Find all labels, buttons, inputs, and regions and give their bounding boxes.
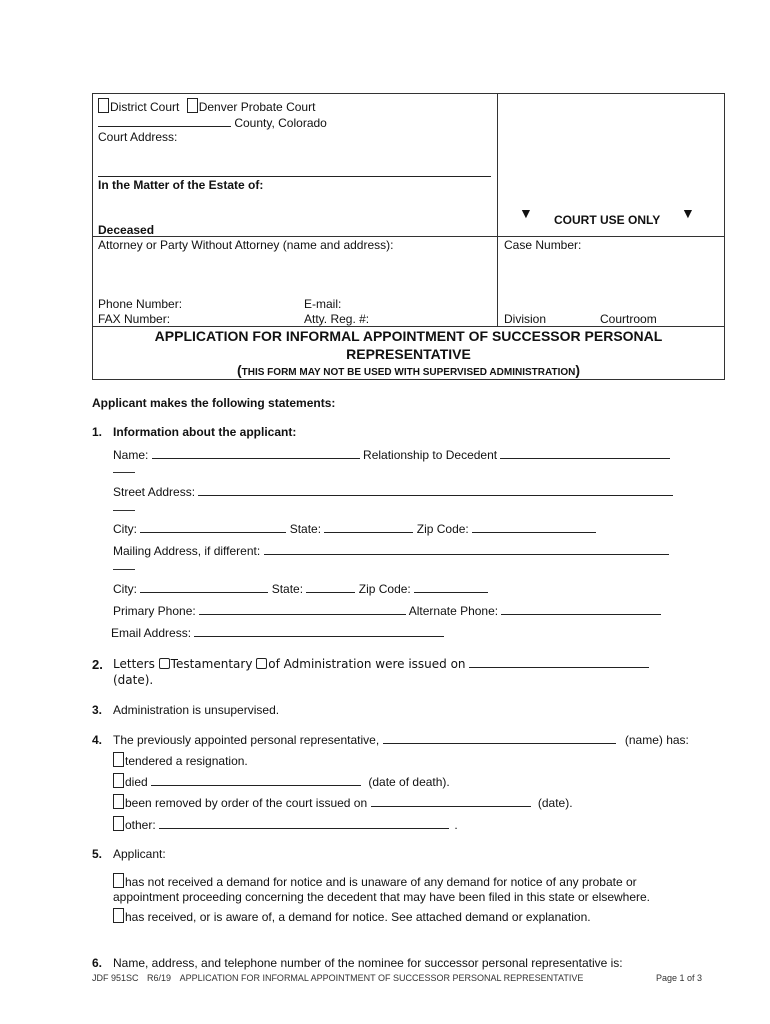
section-5-text: Applicant: [113, 847, 166, 861]
name-label: Name: [113, 448, 149, 462]
has-demand-checkbox[interactable] [113, 908, 124, 923]
footer-page: Page 1 of 3 [656, 973, 703, 983]
issued-date-field[interactable] [469, 657, 649, 668]
caption-divider-2 [92, 326, 725, 327]
alternate-phone-label: Alternate Phone: [408, 604, 499, 618]
state-field-2[interactable] [306, 582, 355, 593]
section-4-row [113, 733, 689, 747]
zip-label-2: Zip Code: [358, 582, 411, 596]
has-demand-label: has received, or is aware of, a demand for notice. See attached demand or explanation. [125, 910, 591, 924]
deceased-label: Deceased [98, 223, 155, 237]
section-2-date-label: (date). [113, 673, 154, 687]
city-label-2: City: [113, 582, 137, 596]
previous-rep-name-field[interactable] [383, 733, 616, 744]
email-address-field[interactable] [194, 626, 444, 637]
administration-checkbox[interactable] [256, 658, 267, 669]
removed-option [113, 794, 573, 810]
mailing-field[interactable] [264, 544, 669, 555]
testamentary-label: Testamentary [170, 657, 253, 671]
other-period: . [454, 818, 458, 832]
section-1-heading: Information about the applicant: [113, 425, 297, 439]
state-label-2: State: [271, 582, 304, 596]
date-of-death-field[interactable] [151, 775, 361, 786]
email-label: E-mail: [304, 297, 342, 311]
removed-label: been removed by order of the court issued on [125, 796, 368, 810]
state-field[interactable] [324, 522, 413, 533]
died-label: died [125, 775, 148, 789]
no-demand-checkbox[interactable] [113, 873, 124, 888]
caption-divider-1 [92, 236, 725, 237]
caption-divider-vertical [497, 93, 498, 326]
intro-text: Applicant makes the following statements: [92, 396, 336, 410]
other-label: other: [125, 818, 156, 832]
removal-date-field[interactable] [371, 796, 531, 807]
form-subtitle: (THIS FORM MAY NOT BE USED WITH SUPERVISED ADMINISTRATION) [236, 362, 581, 378]
date-of-death-label: (date of death). [368, 775, 450, 789]
triangle-right-icon: ▼ [681, 205, 695, 221]
denver-probate-label: Denver Probate Court [198, 100, 316, 114]
city-field[interactable] [140, 522, 286, 533]
email-address-label: Email Address: [111, 626, 192, 640]
section-5-number: 5. [92, 847, 103, 861]
section-2-number: 2. [92, 657, 103, 672]
footer [92, 973, 583, 983]
resignation-checkbox[interactable] [113, 752, 124, 767]
street-label: Street Address: [113, 485, 196, 499]
case-number-label: Case Number: [504, 238, 582, 252]
section-6-number: 6. [92, 956, 103, 970]
resignation-label: tendered a resignation. [125, 754, 248, 768]
street-overflow-line [113, 510, 135, 511]
atty-reg-label: Atty. Reg. #: [304, 312, 370, 326]
resignation-option [113, 752, 248, 768]
name-field[interactable] [152, 448, 360, 459]
relationship-label: Relationship to Decedent [363, 448, 498, 462]
triangle-left-icon: ▼ [519, 205, 533, 221]
estate-matter-label: In the Matter of the Estate of: [98, 178, 264, 192]
phone-label: Phone Number: [98, 297, 183, 311]
email-row [111, 626, 444, 640]
other-option [113, 816, 458, 832]
section-3-text: Administration is unsupervised. [113, 703, 280, 717]
removed-checkbox[interactable] [113, 794, 124, 809]
name-has-label: (name) has: [624, 733, 689, 747]
primary-phone-field[interactable] [199, 604, 406, 615]
zip-label: Zip Code: [416, 522, 469, 536]
division-label: Division [504, 312, 547, 326]
section-4-text: The previously appointed personal representative, [113, 733, 380, 747]
county-row [98, 116, 327, 130]
courtroom-label: Courtroom [600, 312, 657, 326]
primary-phone-label: Primary Phone: [113, 604, 196, 618]
administration-label: of Administration were issued on [268, 657, 466, 671]
subtitle-text: THIS FORM MAY NOT BE USED WITH SUPERVISED ADMINISTRATION [241, 367, 576, 378]
name-overflow-line [113, 472, 135, 473]
section-3-number: 3. [92, 703, 103, 717]
footer-title: APPLICATION FOR INFORMAL APPOINTMENT OF SUCCESSOR PERSONAL REPRESENTATIVE [179, 973, 584, 983]
mailing-overflow-line [113, 569, 135, 570]
zip-field-2[interactable] [414, 582, 488, 593]
testamentary-checkbox[interactable] [159, 658, 170, 669]
footer-rev: R6/19 [147, 973, 172, 983]
removal-date-label: (date). [537, 796, 573, 810]
district-court-checkbox[interactable] [98, 98, 109, 113]
fax-label: FAX Number: [98, 312, 171, 326]
estate-line [98, 176, 491, 177]
zip-field[interactable] [472, 522, 596, 533]
mailing-label: Mailing Address, if different: [113, 544, 261, 558]
has-demand-option [113, 908, 591, 924]
attorney-label: Attorney or Party Without Attorney (name and address): [98, 238, 394, 252]
alternate-phone-field[interactable] [501, 604, 661, 615]
died-checkbox[interactable] [113, 773, 124, 788]
court-type-row [98, 98, 315, 114]
section-6-text: Name, address, and telephone number of the nominee for successor personal representative is: [113, 956, 623, 970]
denver-probate-checkbox[interactable] [187, 98, 198, 113]
street-field[interactable] [198, 485, 673, 496]
form-title-line1: APPLICATION FOR INFORMAL APPOINTMENT OF SUCCESSOR PERSONAL [154, 328, 663, 344]
county-label: County, Colorado [234, 116, 327, 130]
county-field[interactable] [98, 116, 231, 127]
city-row-1 [113, 522, 596, 536]
relationship-field[interactable] [500, 448, 670, 459]
no-demand-label-2: appointment proceeding concerning the decedent that may have been filed in this state or elsewhere. [113, 890, 651, 904]
letters-label: Letters [113, 657, 155, 671]
no-demand-label-1: has not received a demand for notice and is unaware of any demand for notice of any probate or [125, 875, 637, 889]
section-4-number: 4. [92, 733, 103, 747]
state-label: State: [289, 522, 322, 536]
district-court-label: District Court [110, 100, 180, 114]
court-address-label: Court Address: [98, 130, 178, 144]
no-demand-option [113, 873, 637, 889]
court-use-only-label: COURT USE ONLY [554, 213, 661, 227]
mailing-row [113, 544, 669, 558]
city-row-2 [113, 582, 488, 596]
street-row [113, 485, 673, 499]
section-2-row [113, 657, 649, 671]
name-row [113, 448, 670, 462]
footer-form-id: JDF 951SC [92, 973, 139, 983]
city-field-2[interactable] [140, 582, 268, 593]
died-option [113, 773, 450, 789]
phone-row [113, 604, 661, 618]
other-field[interactable] [159, 818, 449, 829]
city-label: City: [113, 522, 137, 536]
other-checkbox[interactable] [113, 816, 124, 831]
section-1-number: 1. [92, 425, 103, 439]
form-title-line2: REPRESENTATIVE [346, 346, 471, 362]
